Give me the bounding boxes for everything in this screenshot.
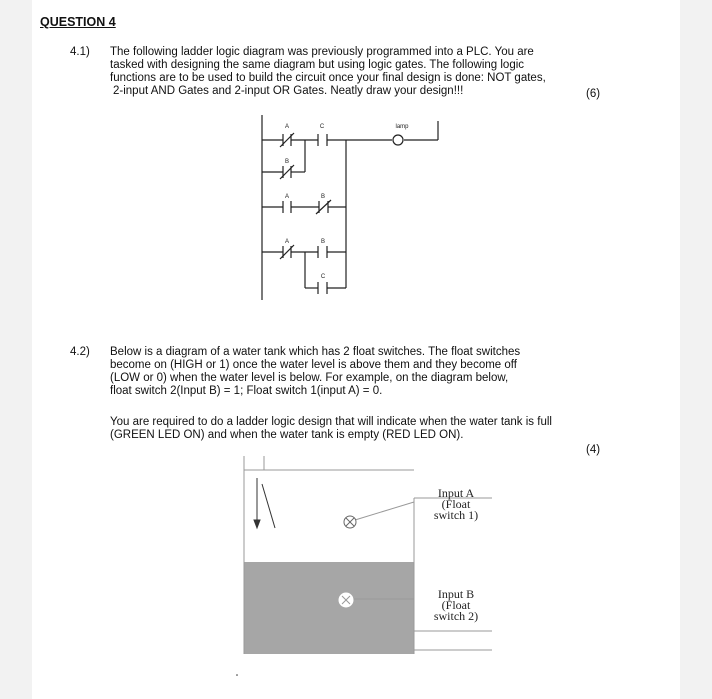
label-a: A (284, 194, 290, 200)
question-4-1-marks: (6) (586, 88, 601, 100)
label-b: B (284, 159, 290, 165)
q1-line: functions are to be used to build the circuit once your final design is done: NOT gates, (110, 72, 546, 84)
q1-line: The following ladder logic diagram was previously programmed into a PLC. You are (110, 46, 534, 58)
input-b-label: Input B (Float switch 2) (433, 587, 479, 623)
float-switch-2-icon (339, 593, 353, 607)
label-b: B (320, 239, 326, 245)
q1-line: tasked with designing the same diagram but using logic gates. The following logic (110, 59, 525, 71)
q2-line: float switch 2(Input B) = 1; Float switch 1(input A) = 0. (110, 385, 383, 397)
label-b: B (320, 194, 326, 200)
water-level (244, 562, 414, 654)
input-a-label: Input A (Float switch 1) (433, 486, 479, 522)
q2-task-line: (GREEN LED ON) and when the water tank is empty (RED LED ON). (110, 429, 464, 441)
label-c: C (320, 274, 326, 280)
question-4-2-marks: (4) (586, 444, 601, 456)
label-a: A (284, 239, 290, 245)
q2-line: become on (HIGH or 1) once the water level is above them and they become off (110, 359, 517, 371)
q1-line: 2-input AND Gates and 2-input OR Gates. Neatly draw your design!!! (113, 85, 464, 97)
label-c: C (319, 124, 325, 130)
label-a: A (284, 124, 290, 130)
q2-line: Below is a diagram of a water tank which has 2 float switches. The float switches (110, 346, 521, 358)
q2-line: (LOW or 0) when the water level is below. For example, on the diagram below, (110, 372, 509, 384)
float-switch-1-icon (344, 516, 356, 528)
q2-task-line: You are required to do a ladder logic design that will indicate when the water tank is full (110, 416, 552, 428)
question-4-1-number: 4.1) (70, 46, 90, 58)
question-heading: QUESTION 4 (40, 15, 116, 29)
question-4-2-number: 4.2) (70, 346, 90, 358)
label-lamp: lamp (395, 124, 409, 130)
